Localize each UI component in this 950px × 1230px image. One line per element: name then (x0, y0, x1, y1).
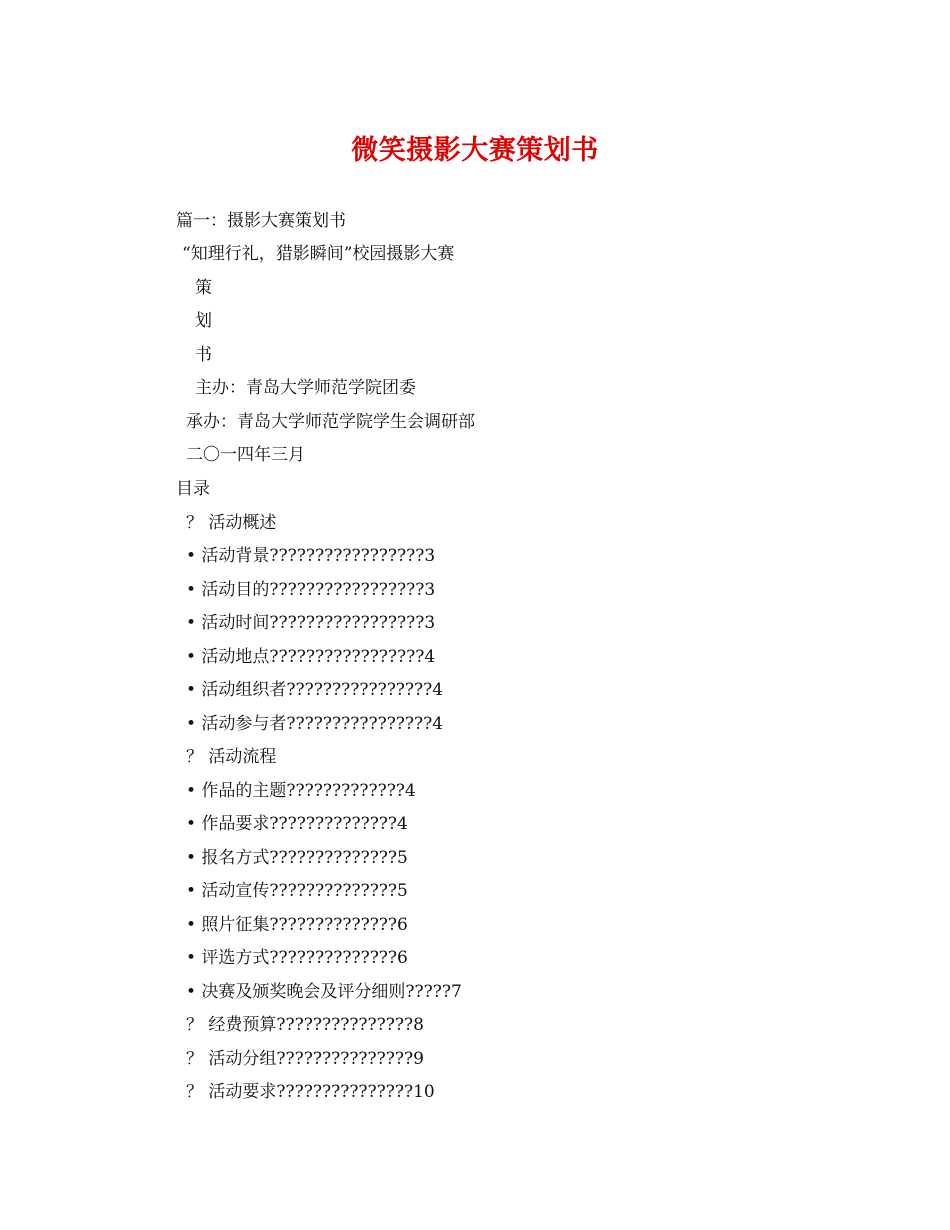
toc-item: • 报名方式??????????????5 (186, 848, 408, 868)
host-line: 主办：青岛大学师范学院团委 (195, 378, 416, 398)
toc-section-overview: ？ 活动概述 (186, 513, 277, 533)
toc-item: • 照片征集??????????????6 (186, 915, 408, 935)
toc-item: • 活动地点?????????????????4 (186, 647, 436, 667)
toc-item: • 活动目的?????????????????3 (186, 580, 436, 600)
vertical-char-shu: 书 (195, 345, 212, 365)
toc-item: • 评选方式??????????????6 (186, 948, 408, 968)
toc-item: • 决赛及颁奖晚会及评分细则?????7 (186, 982, 462, 1002)
toc-item: • 活动背景?????????????????3 (186, 546, 436, 566)
vertical-char-hua: 划 (195, 311, 212, 331)
section-heading: 篇一：摄影大赛策划书 (176, 211, 346, 231)
date-line: 二〇一四年三月 (186, 445, 305, 465)
toc-section-budget: ？ 经费预算???????????????8 (186, 1015, 424, 1035)
toc-heading: 目录 (176, 479, 210, 499)
toc-item: • 活动组织者????????????????4 (186, 680, 444, 700)
toc-section-process: ？ 活动流程 (186, 747, 277, 767)
toc-section-groups: ？ 活动分组???????????????9 (186, 1049, 424, 1069)
toc-item: • 作品的主题?????????????4 (186, 781, 416, 801)
toc-item: • 作品要求??????????????4 (186, 814, 408, 834)
toc-item: • 活动宣传??????????????5 (186, 881, 408, 901)
toc-item: • 活动参与者????????????????4 (186, 714, 444, 734)
organizer-line: 承办：青岛大学师范学院学生会调研部 (186, 412, 475, 432)
vertical-char-ce: 策 (195, 278, 212, 298)
contest-name: “知理行礼，猎影瞬间”校园摄影大赛 (182, 244, 455, 264)
toc-section-requirements: ？ 活动要求???????????????10 (186, 1082, 435, 1102)
toc-item: • 活动时间?????????????????3 (186, 613, 436, 633)
document-title: 微笑摄影大赛策划书 (351, 135, 599, 166)
